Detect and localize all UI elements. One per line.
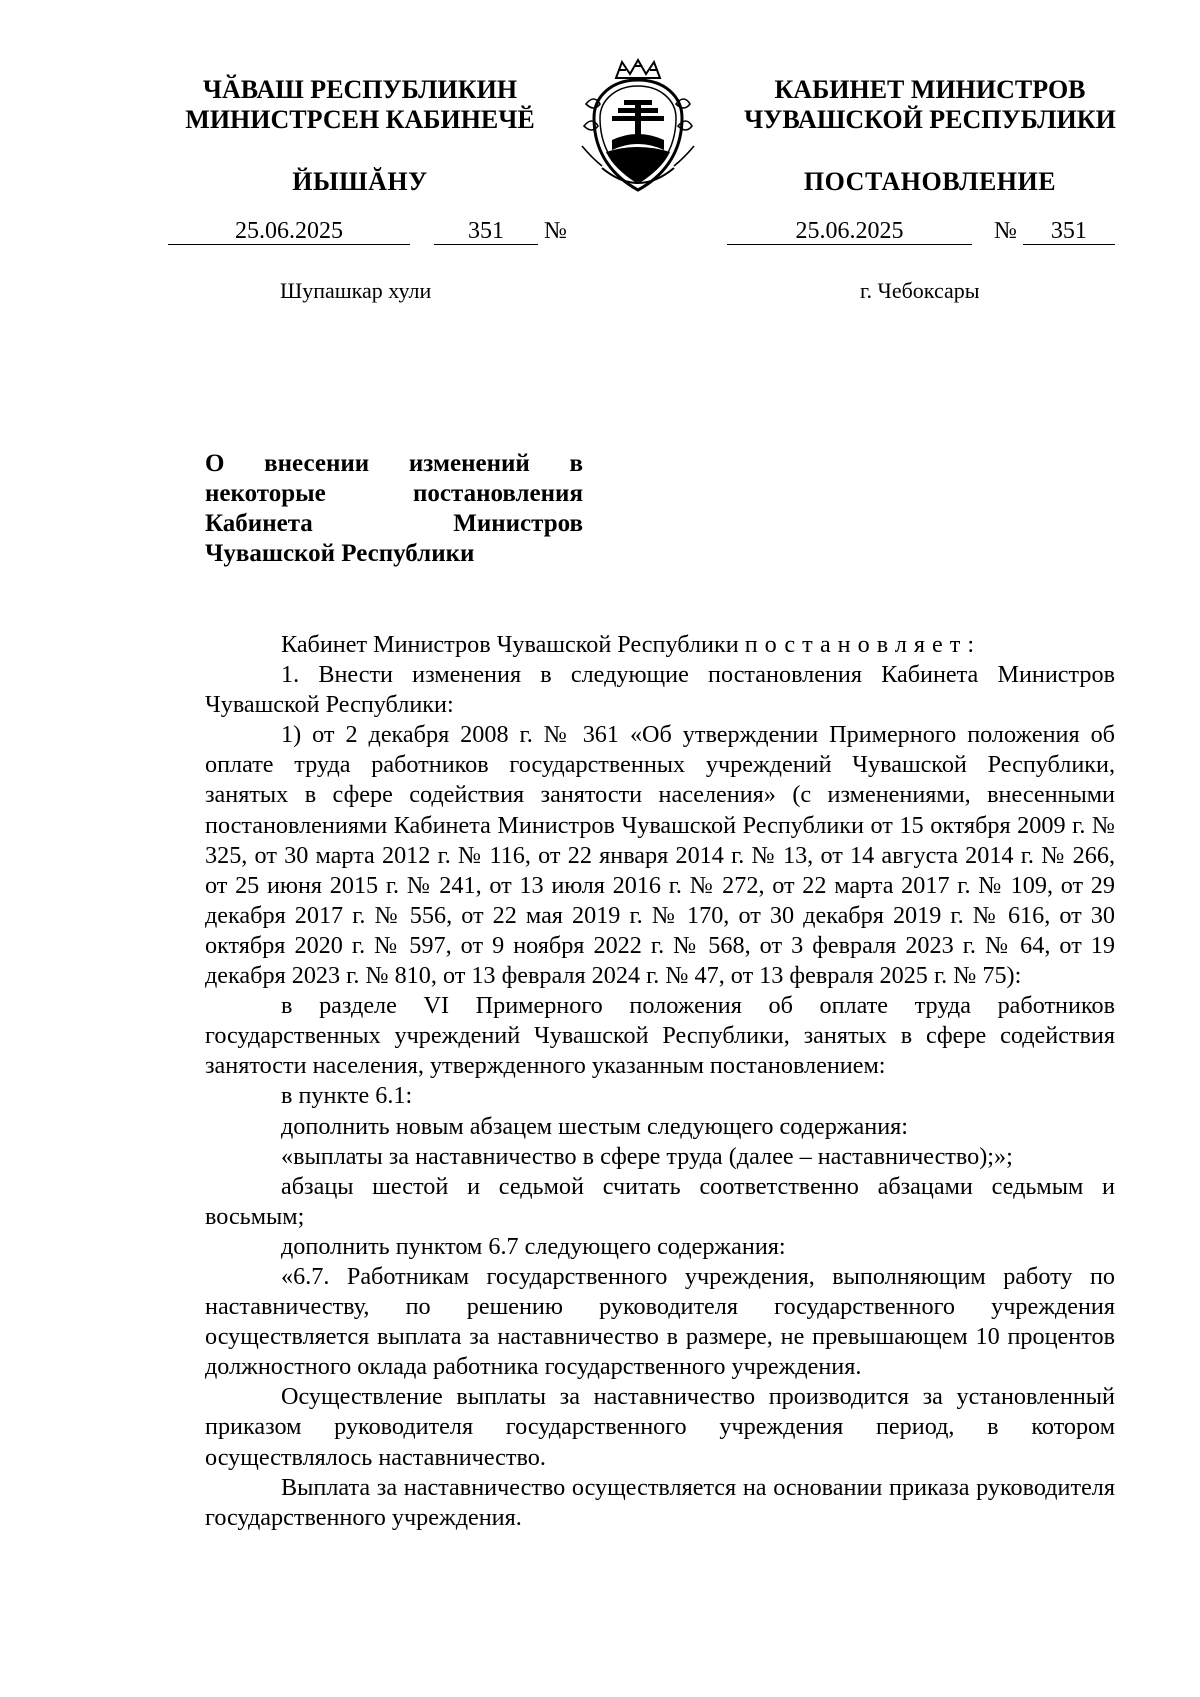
- body-paragraph: «6.7. Работникам государственного учреждения, выполняющим работу по наставничеству, по решению руководителя государственного учреждения осуществляется выплата за наставничество в размере, не превышающем 10 процентов должностного оклада работника государственного учреждения.: [205, 1262, 1115, 1381]
- header-left: [160, 75, 560, 197]
- left-org-line1: ЧӐВАШ РЕСПУБЛИКИН: [202, 75, 518, 104]
- left-number-line: [168, 218, 567, 248]
- intro-text: Кабинет Министров Чувашской Республики: [281, 631, 745, 658]
- left-city: Шупашкар хули: [280, 278, 432, 303]
- right-doctype: ПОСТАНОВЛЕНИЕ: [803, 167, 1057, 196]
- right-org-line1: КАБИНЕТ МИНИСТРОВ: [774, 75, 1086, 104]
- intro-verb: постановляет:: [744, 631, 982, 658]
- document-subject: О внесении изменений в некоторые постановления Кабинета Министров Чувашской Республики: [205, 450, 583, 567]
- body-paragraph: дополнить новым абзацем шестым следующего содержания:: [281, 1112, 908, 1140]
- left-org-line2: МИНИСТРСЕН КАБИНЕЧӖ: [185, 105, 535, 134]
- body-paragraph: в пункте 6.1:: [281, 1082, 413, 1110]
- chuvash-emblem-icon: [572, 56, 704, 196]
- right-number: 351: [1023, 218, 1115, 245]
- left-doctype: ЙЫШĂНУ: [292, 167, 428, 196]
- body-paragraph: 1) от 2 декабря 2008 г. № 361 «Об утверждении Примерного положения об оплате труда работников государственных учреждений Чувашской Республики, занятых в сфере содействия занятости населения» (с изменениями, внесенными постановлениями Кабинета Министров Чувашской Республики от 15 октября 2009 г. № 325, от 30 марта 2012 г. № 116, от 22 января 2014 г. № 13, от 14 августа 2014 г. № 266, от 25 июня 2015 г. № 241, от 13 июля 2016 г. № 272, от 22 марта 2017 г. № 109, от 29 декабря 2017 г. № 556, от 22 мая 2019 г. № 170, от 30 декабря 2019 г. № 616, от 30 октября 2020 г. № 597, от 9 ноября 2022 г. № 568, от 3 февраля 2023 г. № 64, от 19 декабря 2023 г. № 810, от 13 февраля 2024 г. № 47, от 13 февраля 2025 г. № 75):: [205, 721, 1115, 990]
- left-number: 351: [434, 218, 538, 245]
- document-body: [205, 630, 1115, 1533]
- header-right: [720, 75, 1140, 197]
- left-date: 25.06.2025: [168, 218, 410, 245]
- right-org-line2: ЧУВАШСКОЙ РЕСПУБЛИКИ: [744, 105, 1116, 134]
- body-paragraph: в разделе VI Примерного положения об оплате труда работников государственных учреждений Чувашской Республики, занятых в сфере содействия занятости населения, утвержденного указанным постановлением:: [205, 992, 1115, 1080]
- body-paragraph: Осуществление выплаты за наставничество производится за установленный приказом руководителя государственного учреждения период, в котором осуществлялось наставничество.: [205, 1383, 1115, 1471]
- intro-paragraph: [205, 630, 1115, 660]
- right-number-sign: №: [994, 218, 1017, 244]
- body-paragraph: Выплата за наставничество осуществляется на основании приказа руководителя государственного учреждения.: [205, 1473, 1115, 1531]
- body-paragraph: дополнить пунктом 6.7 следующего содержания:: [281, 1232, 786, 1260]
- body-paragraph: «выплаты за наставничество в сфере труда (далее – наставничество);»;: [281, 1142, 1013, 1170]
- right-date: 25.06.2025: [727, 218, 972, 245]
- right-city: г. Чебоксары: [860, 278, 980, 303]
- right-number-line: [727, 218, 1115, 248]
- body-paragraph: 1. Внести изменения в следующие постановления Кабинета Министров Чувашской Республики:: [205, 661, 1115, 719]
- left-number-sign: №: [544, 218, 567, 244]
- body-paragraph: абзацы шестой и седьмой считать соответственно абзацами седьмым и восьмым;: [205, 1172, 1115, 1230]
